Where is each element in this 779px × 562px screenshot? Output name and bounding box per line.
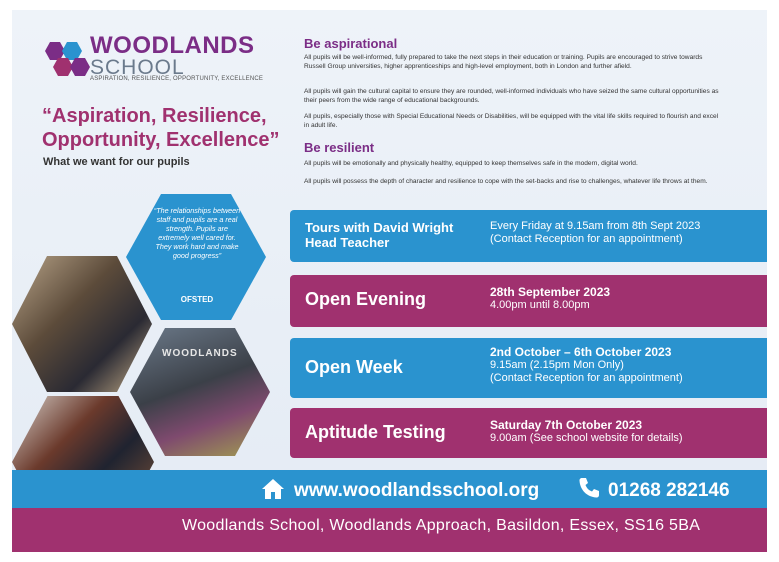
event-details [490, 285, 610, 312]
hero-quote: “Aspiration, Resilience, Opportunity, Excellence” [42, 105, 280, 151]
event-details [490, 418, 683, 445]
phone-number[interactable]: 01268 282146 [608, 480, 730, 501]
event-detail-line: 4.00pm until 8.00pm [490, 299, 590, 311]
event-title: Open Evening [305, 289, 427, 309]
phone-icon [577, 476, 601, 500]
hero-subheading: What we want for our pupils [43, 156, 190, 168]
brand-tagline: ASPIRATION, RESILIENCE, OPPORTUNITY, EXCELLENCE [90, 76, 264, 82]
event-detail-date: Saturday 7th October 2023 [490, 418, 643, 432]
ofsted-source: OFSTED [180, 295, 214, 304]
event-detail-line: (Contact Reception for an appointment) [490, 233, 683, 245]
aspirational-paragraph-2: All pupils will gain the cultural capital to ensure they are rounded, well-informed individuals who have seized the same cultural opportunities as their peers from the wide range of educational backgrounds. [304, 88, 719, 104]
event-detail-line: 9.15am (2.15pm Mon Only) [490, 359, 624, 371]
brand-subname: SCHOOL [90, 56, 185, 79]
heading-be-resilient: Be resilient [304, 140, 375, 155]
event-title: Open Week [305, 357, 403, 377]
flyer-page [12, 10, 767, 552]
event-band-aptitude-testing [290, 408, 767, 458]
home-icon [260, 477, 286, 501]
resilient-paragraph-1: All pupils will be emotionally and physically healthy, equipped to keep themselves safe in the modern, digital world. [304, 160, 638, 167]
event-details [490, 345, 683, 385]
event-detail-date: 2nd October – 6th October 2023 [490, 345, 672, 359]
logo-wordmark [90, 34, 254, 78]
website-link[interactable]: www.woodlandsschool.org [294, 480, 540, 501]
event-details [490, 220, 700, 246]
event-detail-line: 9.00am (See school website for details) [490, 432, 683, 444]
resilient-paragraph-2: All pupils will possess the depth of character and resilience to cope with the set-backs and rise to challenges, whatever life throws at them. [304, 178, 708, 185]
building-sign-text: WOODLANDS [162, 348, 238, 359]
event-band-tours [290, 210, 767, 262]
aspirational-paragraph-1: All pupils will be well-informed, fully prepared to take the next steps in their education or training. Pupils are encouraged to strive towards Russell Group universities, higher apprenticeships and high-level employment, both in London and further afield. [304, 54, 703, 70]
event-detail-date: 28th September 2023 [490, 285, 611, 299]
classroom-photo [12, 256, 152, 392]
heading-be-aspirational: Be aspirational [304, 36, 398, 51]
aspirational-paragraph-3: All pupils, especially those with Special Educational Needs or Disabilities, will be equipped with the vital life skills required to flourish and excel in adult life. [304, 113, 719, 129]
event-band-open-week [290, 338, 767, 398]
brand-name: WOODLANDS [90, 32, 255, 59]
event-detail-line: Every Friday at 9.15am from 8th Sept 2023 [490, 220, 701, 232]
school-address: Woodlands School, Woodlands Approach, Basildon, Essex, SS16 5BA [182, 517, 701, 534]
event-title: Aptitude Testing [305, 422, 446, 442]
event-title: Tours with David Wright Head Teacher [305, 220, 454, 250]
event-band-open-evening [290, 275, 767, 327]
event-detail-line: (Contact Reception for an appointment) [490, 372, 683, 384]
ofsted-quote-text: “The relationships between staff and pupils are a real strength. Pupils are extremely well cared for. They work hard and make good progress” [153, 206, 241, 260]
